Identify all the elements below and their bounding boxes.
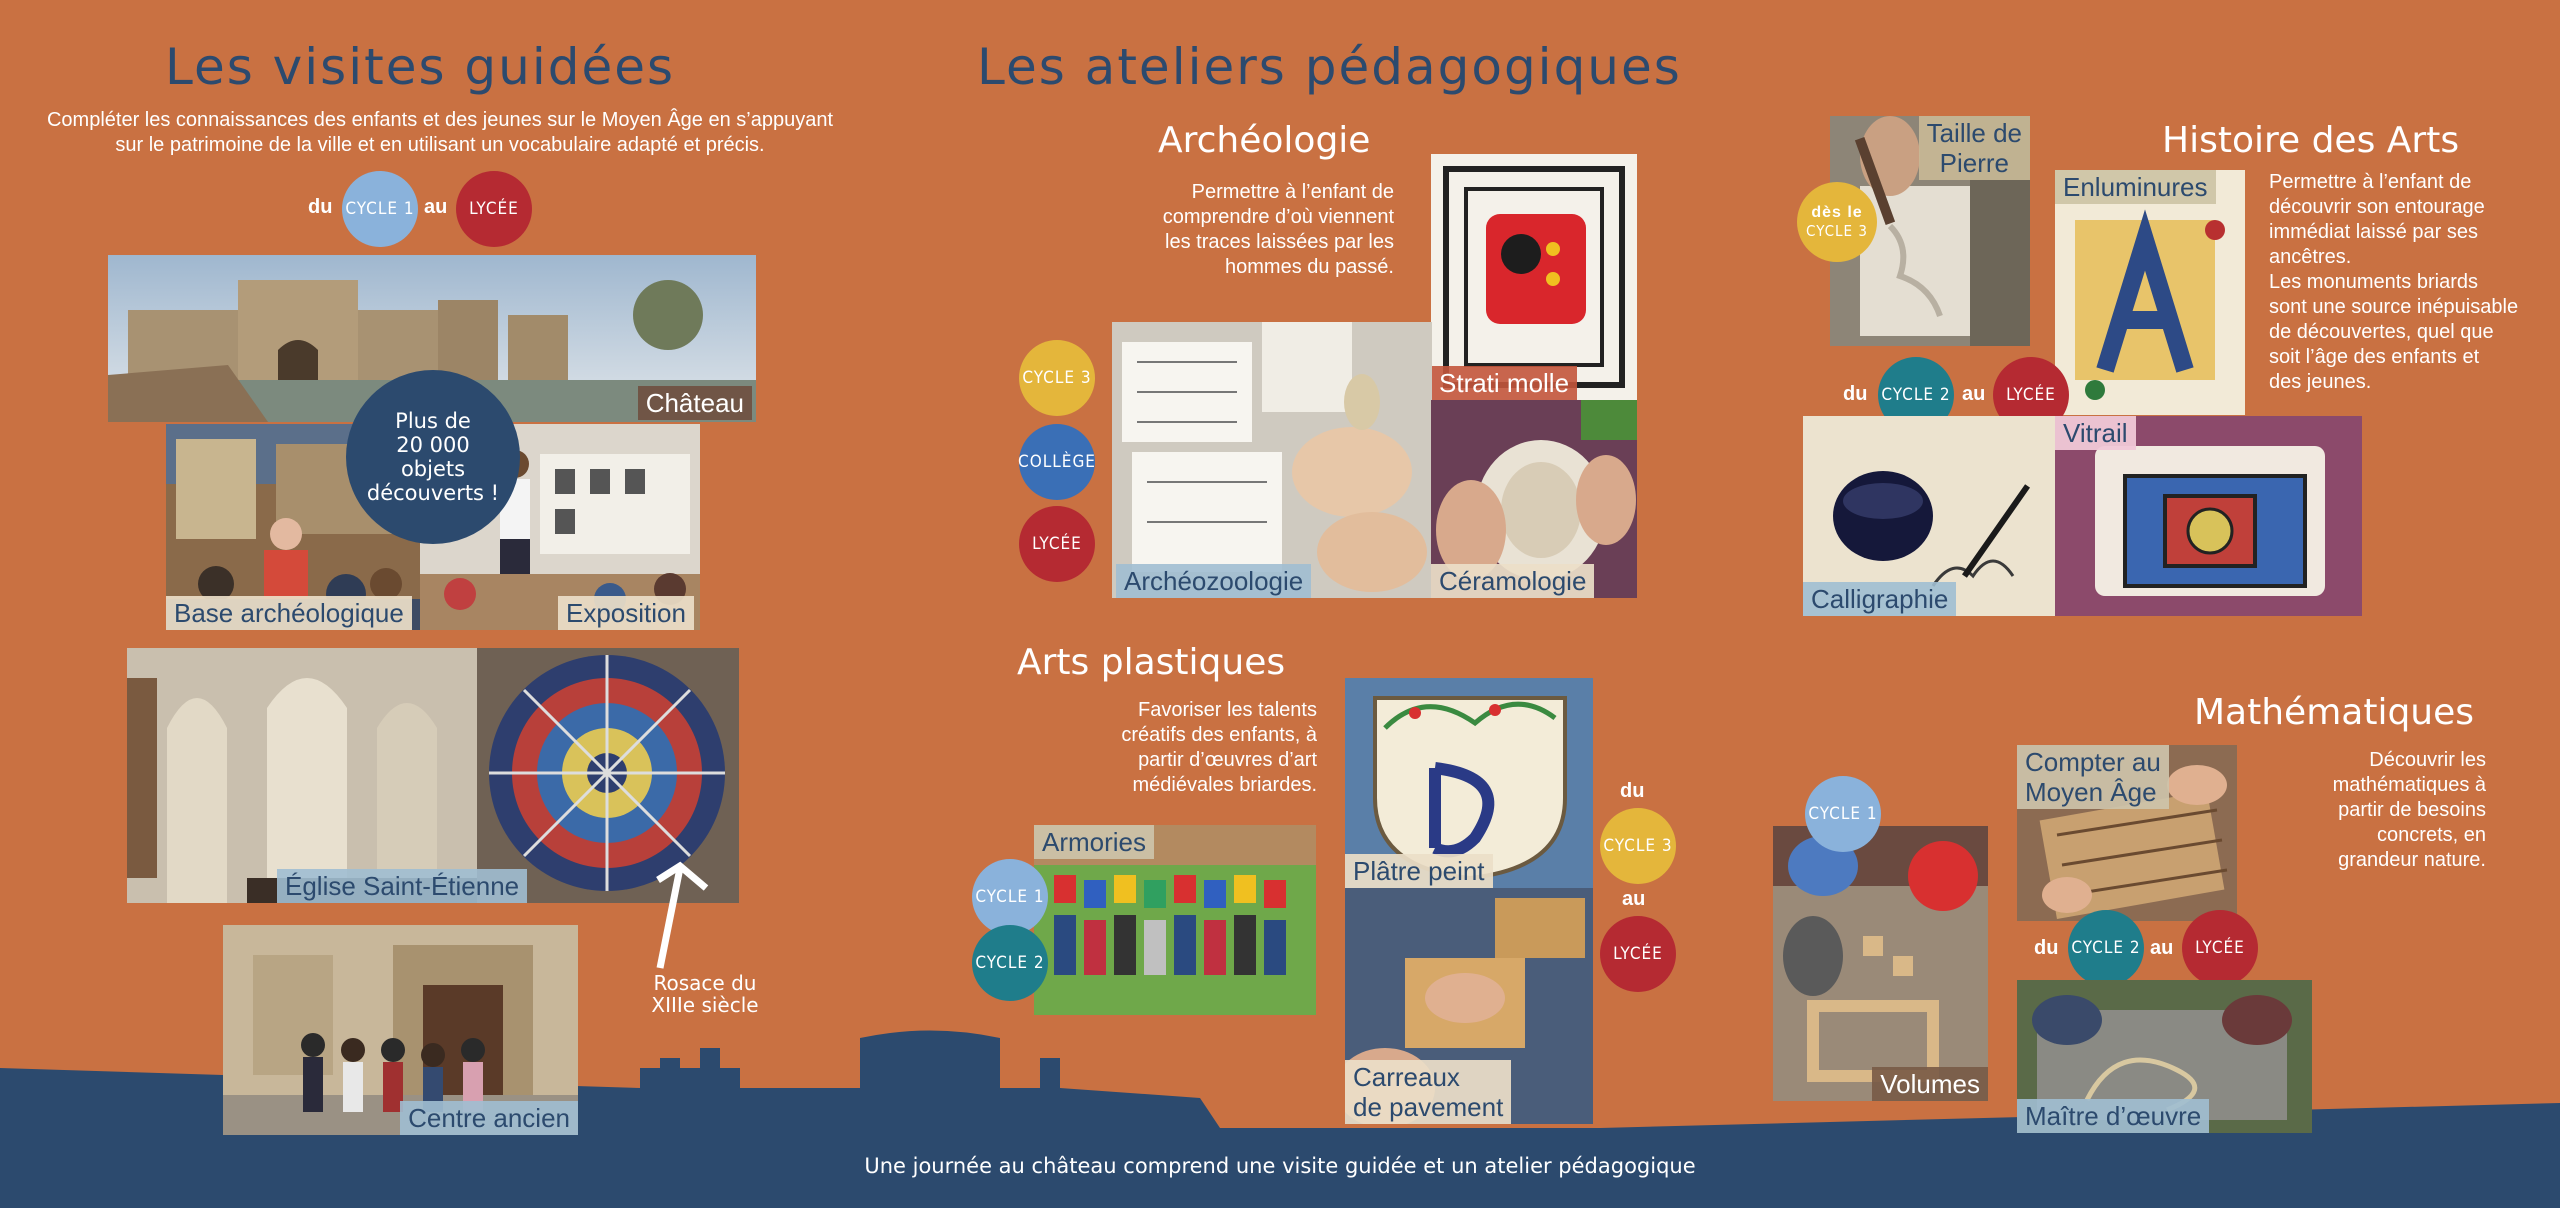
maths-lycee-badge: LYCÉE	[2182, 910, 2258, 986]
arts-text-line2: créatifs des enfants, à	[1121, 724, 1317, 746]
label-armories: Armories	[1034, 825, 1154, 859]
arts-cycle3-badge: CYCLE 3	[1600, 808, 1676, 884]
label-compter-line2: Moyen Âge	[2025, 777, 2157, 807]
visites-title: Les visites guidées	[165, 38, 676, 96]
photo-compter-moyen-age	[2017, 745, 2237, 921]
objets-badge-line4: découverts !	[366, 481, 500, 505]
histoire-text	[2269, 170, 2549, 395]
label-carreaux-line1: Carreaux	[1353, 1062, 1460, 1092]
objets-badge	[346, 370, 520, 544]
archeo-text-line2: comprendre d’où viennent	[1162, 206, 1394, 228]
archeo-title: Archéologie	[1158, 120, 1371, 161]
arts-text-line4: médiévales briardes.	[1132, 774, 1317, 796]
label-carreaux-line2: de pavement	[1353, 1092, 1504, 1122]
archeo-college-badge: COLLÈGE	[1019, 424, 1095, 500]
histoire-text-line6: sont une source inépuisable	[2269, 296, 2519, 318]
label-chateau: Château	[638, 386, 752, 420]
arts-au: au	[1622, 888, 1646, 910]
histoire-text-line9: des jeunes.	[2269, 371, 2372, 393]
footer-text: Une journée au château comprend une visite guidée et un atelier pédagogique	[864, 1154, 1696, 1178]
histoire-text-line2: découvrir son entourage	[2269, 196, 2485, 218]
maths-text-line1: Découvrir les	[2369, 749, 2486, 771]
label-ceramologie: Céramologie	[1431, 564, 1594, 598]
histoire-text-line8: soit l’âge des enfants et	[2269, 346, 2480, 368]
photo-armories	[1034, 825, 1316, 1015]
photo-volumes	[1773, 826, 1988, 1101]
label-centre-ancien: Centre ancien	[400, 1101, 578, 1135]
maths-text-line2: mathématiques à	[2332, 774, 2486, 796]
label-taille-line1: Taille de	[1926, 118, 2022, 148]
photo-platre-peint	[1345, 678, 1593, 888]
label-strati-molle: Strati molle	[1431, 366, 1577, 400]
label-eglise: Église Saint-Étienne	[277, 869, 527, 903]
label-vitrail: Vitrail	[2055, 416, 2136, 450]
label-calligraphie: Calligraphie	[1803, 582, 1956, 616]
histoire-des-le-word: dès le	[1811, 204, 1863, 221]
rosace-caption-line2: XIIIe siècle	[651, 993, 759, 1017]
histoire-title: Histoire des Arts	[2162, 120, 2460, 161]
label-base-archeologique: Base archéologique	[166, 596, 412, 630]
maths-au: au	[2150, 937, 2174, 959]
arts-du: du	[1620, 780, 1645, 802]
maths-cycle1-badge: CYCLE 1	[1805, 776, 1881, 852]
label-exposition: Exposition	[558, 596, 694, 630]
label-volumes: Volumes	[1872, 1067, 1988, 1101]
arts-lycee-badge: LYCÉE	[1600, 916, 1676, 992]
photo-ceramologie	[1431, 400, 1637, 598]
histoire-des-le-cycle3-badge	[1797, 182, 1877, 262]
label-compter-line1: Compter au	[2025, 747, 2161, 777]
maths-text	[2250, 748, 2486, 873]
maths-title: Mathématiques	[2194, 692, 2475, 733]
histoire-text-line7: de découvertes, quel que	[2269, 321, 2494, 343]
rosace-arrow-icon	[640, 858, 720, 978]
objets-badge-line3: objets	[400, 457, 466, 481]
histoire-des-le-cycle: CYCLE 3	[1806, 222, 1868, 240]
enluminures-image	[2055, 170, 2245, 415]
maths-cycle2-badge: CYCLE 2	[2068, 910, 2144, 986]
maths-text-line4: concrets, en	[2377, 824, 2486, 846]
objets-badge-line1: Plus de	[395, 409, 471, 433]
visites-intro-line1: Compléter les connaissances des enfants et des jeunes sur le Moyen Âge en s’appuyant	[46, 109, 834, 131]
photo-strati-molle	[1431, 154, 1637, 400]
maths-text-line5: grandeur nature.	[2338, 849, 2486, 871]
histoire-text-line4: ancêtres.	[2269, 246, 2352, 268]
photo-archeozoologie	[1112, 322, 1432, 598]
photo-centre-ancien	[223, 925, 578, 1135]
histoire-text-line5: Les monuments briards	[2269, 271, 2478, 293]
rosace-caption-line1: Rosace du	[653, 971, 757, 995]
histoire-lycee-badge: LYCÉE	[1993, 357, 2069, 433]
label-maitre-oeuvre: Maître d’œuvre	[2017, 1099, 2209, 1133]
photo-carreaux	[1345, 888, 1593, 1124]
arts-cycle1-badge: CYCLE 1	[972, 859, 1048, 935]
arts-cycle2-badge: CYCLE 2	[972, 925, 1048, 1001]
histoire-text-line3: immédiat laissé par ses	[2269, 221, 2478, 243]
histoire-text-line1: Permettre à l’enfant de	[2269, 171, 2472, 193]
histoire-du: du	[1843, 383, 1868, 405]
histoire-cycle2-badge: CYCLE 2	[1878, 357, 1954, 433]
objets-badge-line2: 20 000	[396, 433, 470, 457]
label-platre-peint: Plâtre peint	[1345, 854, 1493, 888]
histoire-au: au	[1962, 383, 1986, 405]
arts-text-line3: partir d’œuvres d’art	[1138, 749, 1317, 771]
label-enluminures: Enluminures	[2055, 170, 2216, 204]
maths-du: du	[2034, 937, 2059, 959]
visites-au: au	[424, 196, 448, 218]
volumes-image	[1773, 826, 1988, 1101]
label-taille-de-pierre	[1919, 116, 2030, 180]
label-carreaux	[1345, 1060, 1511, 1124]
photo-enluminures	[2055, 170, 2245, 415]
photo-calligraphie	[1803, 416, 2055, 616]
photo-vitrail	[2055, 416, 2362, 616]
archeozoologie-image	[1112, 322, 1432, 598]
archeo-text-line3: les traces laissées par les	[1165, 231, 1394, 253]
strati-molle-image	[1431, 154, 1637, 400]
archeo-text-line1: Permettre à l’enfant de	[1191, 181, 1394, 203]
arts-title: Arts plastiques	[1017, 642, 1286, 683]
archeo-text	[1110, 180, 1394, 280]
arts-text-line1: Favoriser les talents	[1138, 699, 1317, 721]
visites-du: du	[308, 196, 333, 218]
photo-maitre-oeuvre	[2017, 980, 2312, 1133]
archeo-cycle3-badge: CYCLE 3	[1019, 340, 1095, 416]
visites-intro	[20, 108, 860, 158]
rosace-caption	[640, 972, 770, 1016]
maths-text-line3: partir de besoins	[2338, 799, 2486, 821]
ateliers-title: Les ateliers pédagogiques	[977, 38, 1682, 96]
visites-intro-line2: sur le patrimoine de la ville et en utilisant un vocabulaire adapté et précis.	[115, 134, 765, 156]
arts-text	[1080, 698, 1317, 798]
label-compter	[2017, 745, 2169, 809]
visites-cycle1-badge: CYCLE 1	[342, 171, 418, 247]
label-archeozoologie: Archéozoologie	[1116, 564, 1311, 598]
archeo-lycee-badge: LYCÉE	[1019, 506, 1095, 582]
label-taille-line2: Pierre	[1939, 148, 2009, 178]
visites-lycee-badge: LYCÉE	[456, 171, 532, 247]
archeo-text-line4: hommes du passé.	[1225, 256, 1394, 278]
